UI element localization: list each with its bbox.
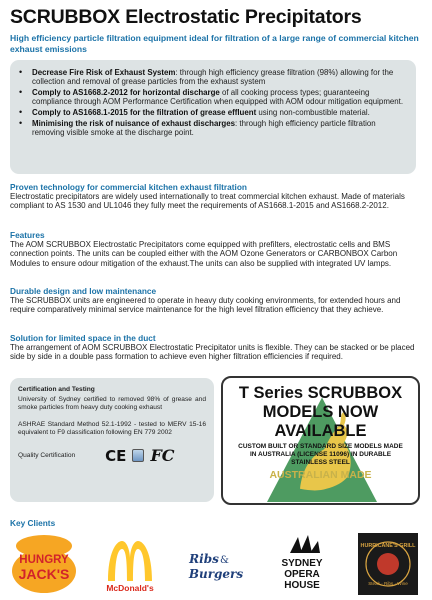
section-body: Electrostatic precipitators are widely used internationally to treat commercial kitchen exhaust. Made of materials compliant to AS 1530 and UL1046 they fully meet the requirements of AS1668.1-2015 and AS1668.2-2012.	[10, 192, 405, 211]
benefit-text: of all cooking process types; guaranteeing compliance through AOM Performance Certification when equipped with AOM odour mitigation equipment.	[32, 88, 404, 107]
logo-text: SYDNEY	[281, 558, 323, 569]
logo-text: McDonald's	[106, 583, 154, 593]
t-series-callout	[221, 376, 420, 505]
section-body: The arrangement of AOM SCRUBBOX Electrostatic Precipitator units is flexible. They can be stacked or be placed side by side in a double pass formation to achieve even higher filtration efficiencies if required.	[10, 343, 415, 362]
quality-certification-row	[18, 446, 206, 465]
benefit-bold: Decrease Fire Risk of Exhaust System	[32, 68, 176, 77]
logo-text: Burgers	[188, 567, 244, 581]
logo-text: OPERA	[284, 569, 320, 580]
benefit-item	[28, 108, 406, 117]
certification-text-sydney: University of Sydney certified to removed 98% of grease and smoke particles from heavy duty cooking exhaust	[18, 396, 206, 411]
section-limited-space	[10, 333, 422, 362]
section-heading: Durable design and low maintenance	[10, 286, 157, 296]
hurricanes-grill-logo	[354, 533, 422, 595]
t-series-models-now: MODELS NOW	[262, 403, 379, 421]
section-heading: Features	[10, 230, 45, 240]
quality-certification-label: Quality Certification	[18, 452, 76, 459]
section-heading: Proven technology for commercial kitchen exhaust filtration	[10, 182, 247, 192]
logo-text: HUNGRY	[19, 554, 69, 566]
section-durable-design	[10, 286, 422, 315]
australian-made-label: AUSTRALIAN MADE	[269, 469, 372, 481]
logo-text: Ribs	[189, 552, 219, 566]
benefit-text: : through high efficiency grease filtration (98%) allowing for the collection and removal of grease particles from the exhaust system	[32, 68, 394, 87]
benefit-item	[28, 88, 406, 107]
benefit-text: : through high efficiency particle filtration removing visible smoke at the discharge point.	[32, 118, 376, 138]
section-features	[10, 230, 422, 268]
certification-heading: Certification and Testing	[18, 386, 95, 393]
hungry-jacks-logo	[10, 533, 78, 595]
c-tick-mark-icon	[132, 449, 144, 462]
benefit-text: using non-combustible material.	[256, 108, 370, 118]
t-series-title: T Series SCRUBBOX	[238, 384, 403, 402]
page-title: SCRUBBOX Electrostatic Precipitators	[10, 6, 362, 28]
key-clients-heading: Key Clients	[10, 518, 56, 528]
fc-mark-icon: FC	[150, 446, 175, 465]
benefit-item	[28, 68, 406, 87]
benefit-bold: Comply to AS1668.1-2015 for the filtration of grease effluent	[32, 108, 257, 118]
t-series-description: CUSTOM BUILT OR STANDARD SIZE MODELS MADE IN AUSTRALIA (LICENSE 11096) IN DURABLE STAINLESS STEEL	[238, 443, 403, 466]
ce-mark-icon: CE	[105, 446, 127, 465]
section-heading: Solution for limited space in the duct	[10, 333, 156, 343]
t-series-available: AVAILABLE	[274, 422, 367, 440]
section-body: The SCRUBBOX units are engineered to operate in heavy duty cooking environments, for extended hours and require comparatively minimal service maintenance for the high level filtration efficiency that they achieve.	[10, 296, 401, 315]
certification-text-ashrae: ASHRAE Standard Method 52.1-1992 - tested to MERV 15-16 equivalent to F9 classification following EN 779 2002	[18, 421, 206, 436]
benefits-list	[28, 68, 406, 138]
logo-text: JACK'S	[18, 566, 70, 582]
section-proven-technology	[10, 182, 422, 211]
sydney-opera-house-logo	[268, 533, 336, 595]
page-subtitle: High efficiency particle filtration equipment ideal for filtration of a large range of commercial kitchen exhaust emissions	[10, 33, 419, 54]
benefit-bold: Comply to AS1668.2-2012 for horizontal discharge	[32, 88, 220, 98]
certification-panel	[10, 378, 214, 502]
logo-text: Steak · Ribs · Wine	[368, 581, 408, 586]
logo-text: HURRICANE'S GRILL	[360, 543, 416, 549]
svg-text:&: &	[220, 555, 229, 566]
benefit-bold: Minimising the risk of nuisance of exhaust discharges	[32, 118, 236, 128]
section-body: The AOM SCRUBBOX Electrostatic Precipitators come equipped with prefilters, electrostatic cells and BMS connection points. The units can be coupled either with the AOM Ozone Generators or CARBONBOX Carbon Modules to ensure odour mitigation of the exhaust.The units can also be supplied with integrated UV lamps.	[10, 240, 398, 268]
ribs-burgers-logo	[182, 533, 250, 595]
mcdonalds-logo	[96, 533, 164, 595]
benefits-panel	[10, 60, 416, 174]
logo-text: HOUSE	[284, 580, 320, 591]
benefit-item	[28, 119, 406, 138]
client-logos-row	[10, 532, 422, 596]
